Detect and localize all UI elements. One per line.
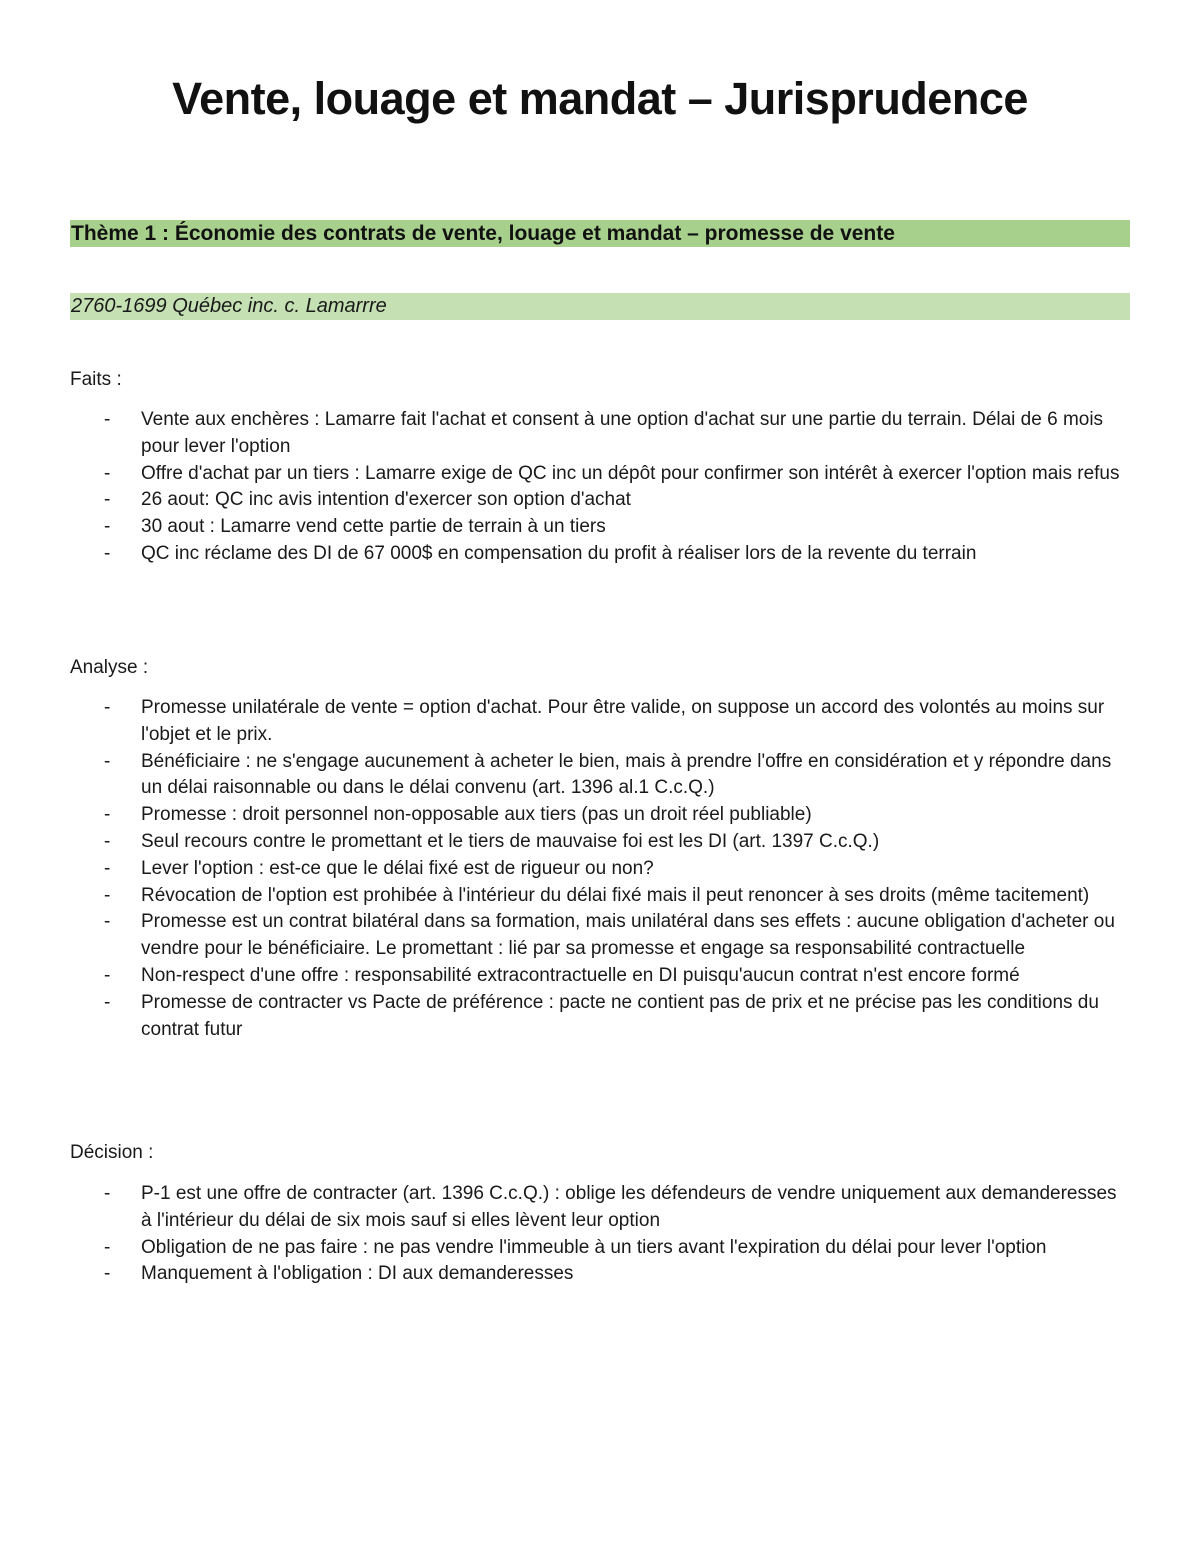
list-item-text: Vente aux enchères : Lamarre fait l'achat et consent à une option d'achat sur une partie du terrain. Délai de 6 mois pour lever l'option xyxy=(141,409,1104,457)
list-item xyxy=(70,856,1130,883)
bullet-dash: - xyxy=(104,830,111,852)
list-item xyxy=(70,963,1130,990)
bullet-dash: - xyxy=(104,857,111,879)
list-item xyxy=(70,909,1130,963)
list-item xyxy=(70,461,1130,488)
list-item-text: 26 aout: QC inc avis intention d'exercer son option d'achat xyxy=(141,489,631,511)
bullet-dash: - xyxy=(104,964,111,986)
document-title: Vente, louage et mandat – Jurisprudence xyxy=(172,73,1028,124)
case-heading: 2760-1699 Québec inc. c. Lamarrre xyxy=(70,293,1130,320)
list-item xyxy=(70,1181,1130,1235)
list-item-text: Offre d'achat par un tiers : Lamarre exige de QC inc un dépôt pour confirmer son intérêt à exercer l'option mais refus xyxy=(141,462,1120,484)
bullet-dash: - xyxy=(104,697,111,718)
theme-heading: Thème 1 : Économie des contrats de vente, louage et mandat – promesse de vente xyxy=(70,220,1130,247)
bullet-dash: - xyxy=(104,1236,111,1258)
decision-label: Décision : xyxy=(70,1142,154,1163)
list-item xyxy=(70,883,1130,910)
list-item-text: QC inc réclame des DI de 67 000$ en compensation du profit à réaliser lors de la revente du terrain xyxy=(141,542,977,564)
list-item-text: Révocation de l'option est prohibée à l'intérieur du délai fixé mais il peut renoncer à ses droits (même tacitement) xyxy=(141,884,1090,906)
list-item-text: Lever l'option : est-ce que le délai fixé est de rigueur ou non? xyxy=(141,857,654,879)
analyse-list xyxy=(70,695,1130,1043)
bullet-dash: - xyxy=(104,1183,111,1204)
list-item-text: Bénéficiaire : ne s'engage aucunement à acheter le bien, mais à prendre l'offre en considération et y répondre dans un délai raisonnable ou dans le délai convenu (art. 1396 al.1 C.c.Q.) xyxy=(141,750,1112,799)
bullet-dash: - xyxy=(104,804,111,826)
analyse-label: Analyse : xyxy=(70,657,149,678)
faits-list xyxy=(70,407,1130,568)
list-item xyxy=(70,514,1130,541)
list-item-text: Obligation de ne pas faire : ne pas vendre l'immeuble à un tiers avant l'expiration du délai pour lever l'option xyxy=(141,1236,1047,1258)
list-item xyxy=(70,829,1130,856)
bullet-dash: - xyxy=(104,409,111,430)
bullet-dash: - xyxy=(104,462,111,484)
bullet-dash: - xyxy=(104,991,111,1013)
bullet-dash: - xyxy=(104,489,111,511)
faits-label: Faits : xyxy=(70,369,122,390)
list-item-text: Promesse est un contrat bilatéral dans sa formation, mais unilatéral dans ses effets : aucune obligation d'acheter ou vendre pour le bénéficiaire. Le promettant : lié par sa promesse et engage sa responsabilité contractuelle xyxy=(141,911,1115,960)
list-item xyxy=(70,487,1130,514)
bullet-dash: - xyxy=(104,1263,111,1285)
list-item-text: Seul recours contre le promettant et le tiers de mauvaise foi est les DI (art. 1397 C.c.Q.) xyxy=(141,830,880,852)
list-item xyxy=(70,1261,1130,1288)
list-item-text: Promesse unilatérale de vente = option d'achat. Pour être valide, on suppose un accord des volontés au moins sur l'objet et le prix. xyxy=(141,697,1105,745)
list-item xyxy=(70,990,1130,1044)
bullet-dash: - xyxy=(104,884,111,906)
list-item-text: P-1 est une offre de contracter (art. 1396 C.c.Q.) : oblige les défendeurs de vendre uniquement aux demanderesses à l'intérieur du délai de six mois sauf si elles lèvent leur option xyxy=(141,1183,1117,1231)
bullet-dash: - xyxy=(104,750,111,772)
list-item xyxy=(70,1235,1130,1262)
decision-list xyxy=(70,1181,1130,1288)
list-item-text: Promesse : droit personnel non-opposable aux tiers (pas un droit réel publiable) xyxy=(141,804,812,826)
list-item xyxy=(70,695,1130,749)
list-item-text: Non-respect d'une offre : responsabilité extracontractuelle en DI puisqu'aucun contrat n'est encore formé xyxy=(141,964,1020,986)
list-item-text: Promesse de contracter vs Pacte de préférence : pacte ne contient pas de prix et ne précise pas les conditions du contrat futur xyxy=(141,991,1099,1040)
list-item xyxy=(70,407,1130,461)
list-item xyxy=(70,749,1130,803)
list-item-text: Manquement à l'obligation : DI aux demanderesses xyxy=(141,1263,574,1285)
bullet-dash: - xyxy=(104,516,111,538)
bullet-dash: - xyxy=(104,542,111,564)
list-item xyxy=(70,541,1130,568)
list-item-text: 30 aout : Lamarre vend cette partie de terrain à un tiers xyxy=(141,516,606,538)
bullet-dash: - xyxy=(104,911,111,933)
list-item xyxy=(70,802,1130,829)
